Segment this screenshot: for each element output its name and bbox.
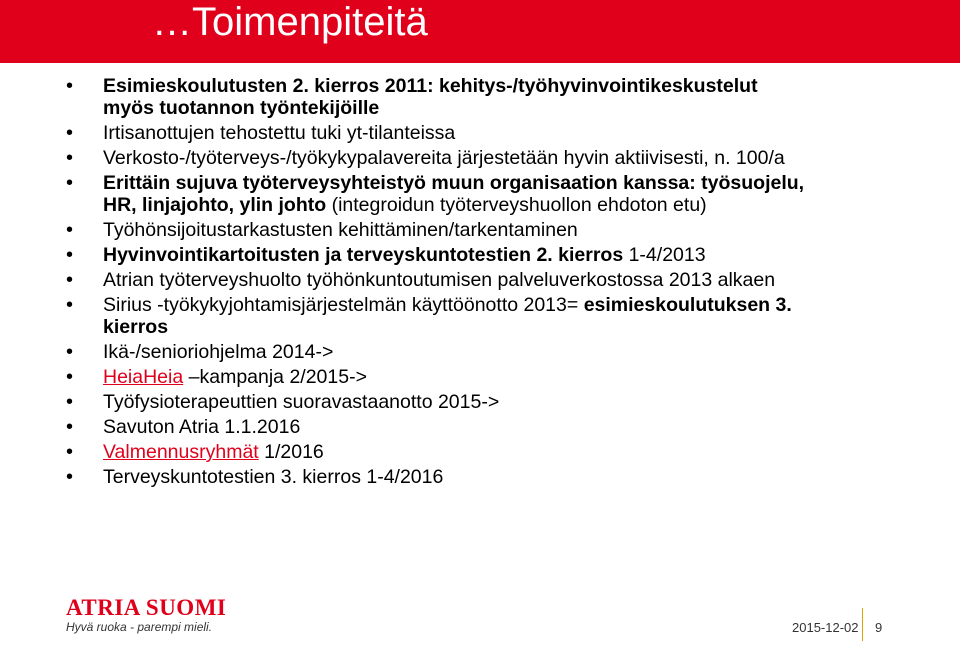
bullet-text: –kampanja 2/2015-> — [183, 366, 367, 388]
bullet-dot-icon: • — [66, 244, 74, 266]
bullet-item — [0, 466, 960, 488]
bullet-dot-icon: • — [66, 466, 74, 488]
bullet-item — [0, 341, 960, 363]
bullet-text: Atrian työterveyshuolto työhönkuntoutumisen palveluverkostossa 2013 alkaen — [103, 269, 776, 291]
bullet-text: Hyvinvointikartoitusten ja terveyskuntotestien 2. kierros — [103, 244, 624, 266]
bullet-dot-icon: • — [66, 147, 74, 169]
bullet-text: 1/2016 — [258, 441, 324, 463]
footer-separator — [862, 608, 863, 641]
bullet-item — [0, 441, 960, 463]
bullet-dot-icon: • — [66, 75, 74, 97]
atria-suomi-logo — [66, 595, 227, 636]
bullet-text: Työfysioterapeuttien suoravastaanotto 2015-> — [103, 391, 500, 413]
bullet-text: Irtisanottujen tehostettu tuki yt-tilanteissa — [103, 122, 456, 144]
title-bar — [0, 0, 960, 63]
bullet-item — [0, 219, 960, 241]
page-number: 9 — [875, 620, 883, 635]
bullet-item — [0, 416, 960, 438]
bullet-text: Erittäin sujuva työterveysyhteistyö muun organisaation kanssa: työsuojelu, HR, linjajohto, ylin johto — [103, 172, 805, 216]
bullet-text: (integroidun työterveyshuollon ehdoton etu) — [326, 194, 707, 216]
bullet-item — [0, 147, 960, 169]
bullet-dot-icon: • — [66, 341, 74, 363]
bullet-text: Ikä-/senioriohjelma 2014-> — [103, 341, 334, 363]
logo-word-2: SUOMI — [145, 595, 227, 620]
bullet-text: Savuton Atria 1.1.2016 — [103, 416, 301, 438]
slide-date: 2015-12-02 — [792, 620, 859, 635]
bullet-item — [0, 391, 960, 413]
bullet-item — [0, 122, 960, 144]
bullet-item — [0, 269, 960, 291]
bullet-text: esimieskoulutuksen 3. kierros — [103, 294, 792, 338]
bullet-item — [0, 172, 960, 216]
bullet-dot-icon: • — [66, 172, 74, 194]
logo-name — [66, 595, 227, 620]
bullet-item — [0, 75, 960, 119]
bullet-text: Verkosto-/työterveys-/työkykypalavereita järjestetään hyvin aktiivisesti, n. 100/a — [103, 147, 785, 169]
bullet-dot-icon: • — [66, 416, 74, 438]
bullet-dot-icon: • — [66, 391, 74, 413]
bullet-text: Esimieskoulutusten 2. kierros 2011: kehitys-/työhyvinvointikeskustelut myös tuotannon työntekijöille — [103, 75, 758, 119]
bullet-dot-icon: • — [66, 441, 74, 463]
bullet-item — [0, 294, 960, 338]
logo-tagline: Hyvä ruoka - parempi mieli. — [66, 620, 213, 634]
bullet-dot-icon: • — [66, 122, 74, 144]
bullet-dot-icon: • — [66, 219, 74, 241]
bullet-text: Sirius -työkykyjohtamisjärjestelmän käyttöönotto 2013= — [103, 294, 584, 316]
logo-word-1: ATRIA — [66, 595, 140, 620]
bullet-text: Työhönsijoitustarkastusten kehittäminen/tarkentaminen — [103, 219, 578, 241]
bullet-link[interactable]: HeiaHeia — [103, 366, 184, 388]
bullet-item — [0, 244, 960, 266]
bullet-dot-icon: • — [66, 269, 74, 291]
bullet-list — [0, 75, 960, 491]
bullet-text: 1-4/2013 — [623, 244, 706, 266]
bullet-dot-icon: • — [66, 294, 74, 316]
bullet-dot-icon: • — [66, 366, 74, 388]
bullet-link[interactable]: Valmennusryhmät — [103, 441, 259, 463]
slide-title: …Toimenpiteitä — [152, 0, 428, 44]
bullet-text: Terveyskuntotestien 3. kierros 1-4/2016 — [103, 466, 444, 488]
bullet-item — [0, 366, 960, 388]
